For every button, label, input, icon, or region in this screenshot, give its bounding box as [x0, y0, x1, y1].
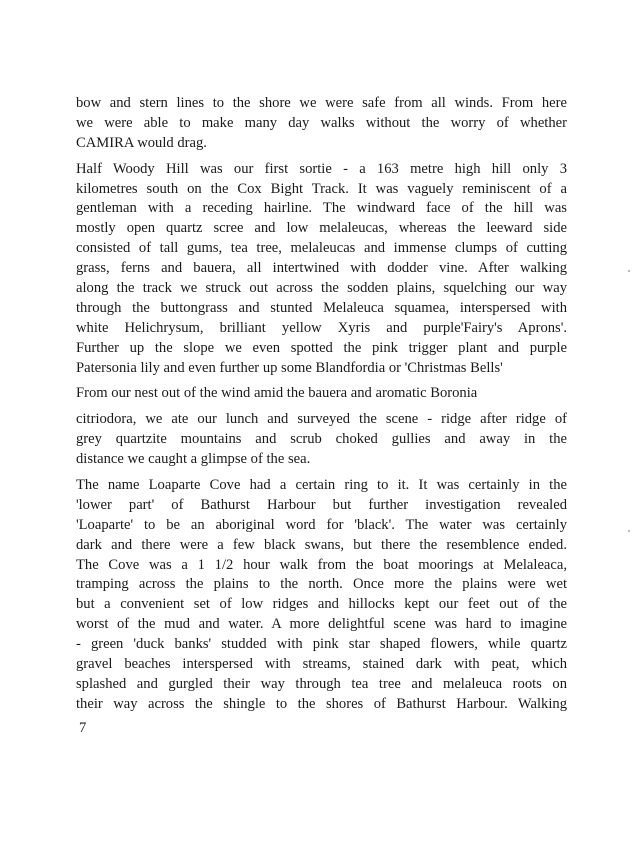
paragraph-5 — [76, 476, 567, 715]
scan-artifact — [628, 530, 630, 532]
text-line: along the track we struck out across the sodden plains, squelching our way — [76, 280, 567, 297]
text-line: through the buttongrass and stunted Melaleuca squamea, interspersed with — [76, 299, 567, 316]
paragraph-3 — [76, 384, 567, 404]
text-line: consisted of tall gums, tea tree, melaleucas and immense clumps of cutting — [76, 240, 567, 257]
text-line: The Cove was a 1 1/2 hour walk from the boat moorings at Melaleaca, — [76, 556, 567, 573]
text-line: gravel beaches interspersed with streams, stained dark with peat, which — [76, 656, 567, 673]
text-line: mostly open quartz scree and low melaleucas, whereas the leeward side — [76, 220, 567, 237]
text-line: Half Woody Hill was our first sortie - a 163 metre high hill only 3 — [76, 160, 567, 177]
text-line: grey quartzite mountains and scrub choked gullies and away in the — [76, 431, 567, 448]
text-line: their way across the shingle to the shores of Bathurst Harbour. Walking — [76, 695, 567, 712]
text-line: citriodora, we ate our lunch and surveyed the scene - ridge after ridge of — [76, 411, 567, 428]
text-line: distance we caught a glimpse of the sea. — [76, 451, 311, 468]
text-line: tramping across the plains to the north. Once more the plains were wet — [76, 576, 567, 593]
paragraph-4 — [76, 410, 567, 470]
text-line: splashed and gurgled their way through tea tree and melaleuca roots on — [76, 675, 567, 692]
text-line: worst of the mud and water. A more delightful scene was hard to imagine — [76, 616, 567, 633]
text-line: - green 'duck banks' studded with pink star shaped flowers, while quartz — [76, 636, 567, 653]
text-line: Further up the slope we even spotted the pink trigger plant and purple — [76, 339, 567, 356]
text-line: 'Loaparte' to be an aboriginal word for 'black'. The water was certainly — [76, 516, 567, 533]
page-number: 7 — [79, 720, 87, 736]
body-text — [76, 94, 567, 715]
text-line: we were able to make many day walks without the worry of whether — [76, 114, 567, 131]
text-line: gentleman with a receding hairline. The windward face of the hill was — [76, 200, 567, 217]
text-line: but a convenient set of low ridges and hillocks kept our feet out of the — [76, 596, 567, 613]
text-line: grass, ferns and bauera, all intertwined with dodder vine. After walking — [76, 260, 567, 277]
paragraph-2 — [76, 160, 567, 379]
text-line: bow and stern lines to the shore we were safe from all winds. From here — [76, 95, 567, 111]
text-line: white Helichrysum, brilliant yellow Xyris and purple'Fairy's Aprons'. — [76, 319, 567, 336]
text-line: 'lower part' of Bathurst Harbour but further investigation revealed — [76, 496, 567, 513]
text-line: CAMIRA would drag. — [76, 134, 207, 151]
scan-artifact — [628, 270, 630, 272]
text-line: kilometres south on the Cox Bight Track. It was vaguely reminiscent of a — [76, 180, 567, 197]
text-line: From our nest out of the wind amid the bauera and aromatic Boronia — [76, 385, 478, 402]
text-line: Patersonia lily and even further up some Blandfordia or 'Christmas Bells' — [76, 359, 503, 376]
text-line: dark and there were a few black swans, but there the resemblence ended. — [76, 536, 567, 553]
paragraph-1 — [76, 94, 567, 154]
text-line: The name Loaparte Cove had a certain ring to it. It was certainly in the — [76, 477, 567, 494]
